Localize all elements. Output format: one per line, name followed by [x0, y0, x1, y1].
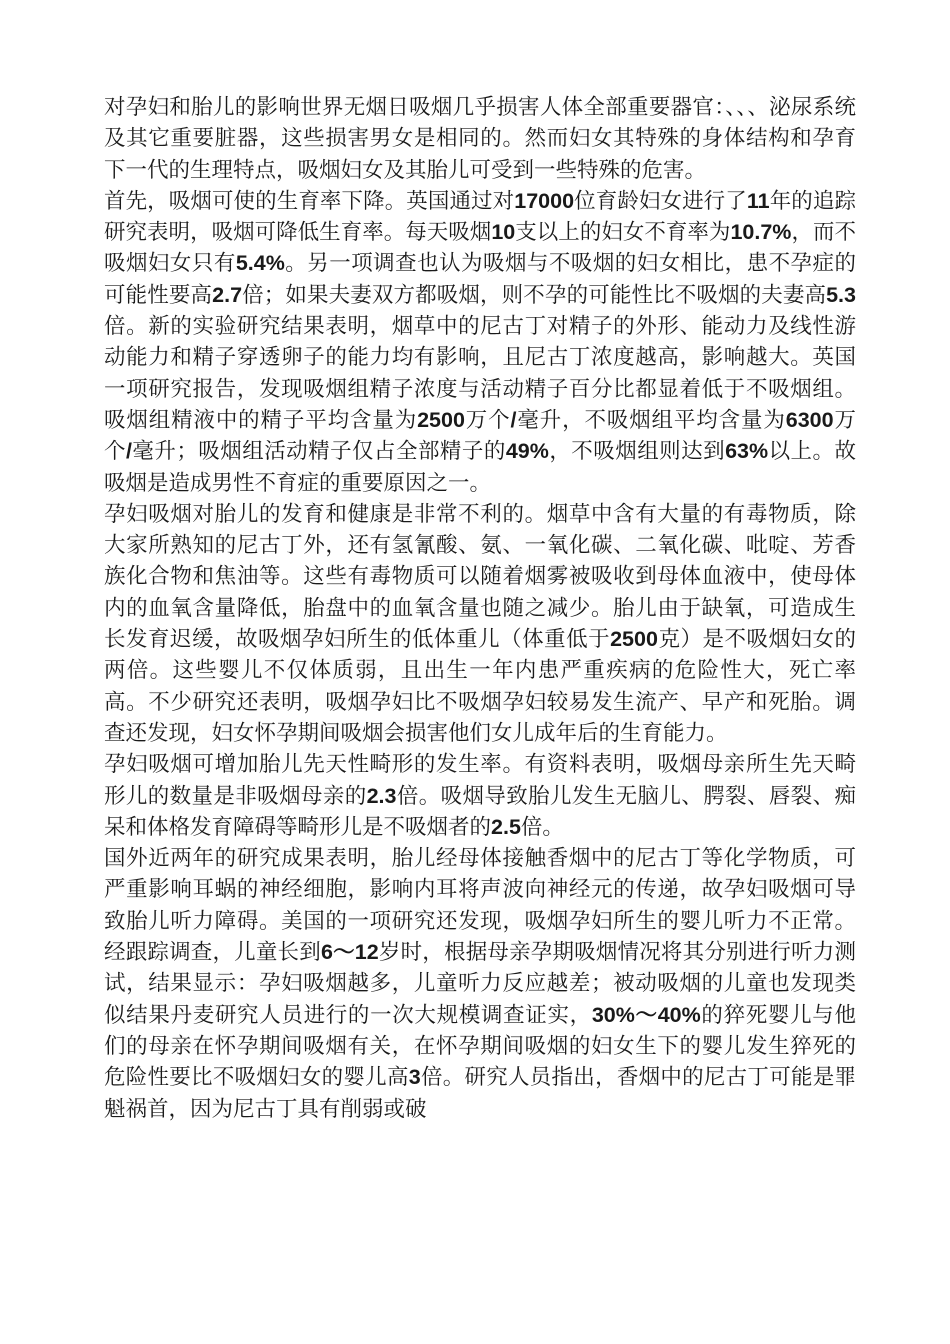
bold-number: 5.3: [826, 282, 856, 307]
document-body: [104, 92, 856, 1125]
text-run: 毫升，不吸烟组平均含量为: [516, 407, 786, 433]
bold-number: 11: [746, 188, 770, 213]
text-run: 孕妇吸烟可增加胎儿先天性畸形的发生率。有资料表明，吸烟母亲所生先天畸形儿的数量是非吸烟母亲的: [104, 752, 856, 809]
bold-number: 63%: [725, 439, 769, 464]
text-run: 以上。故吸烟是造成男性不育症的重要原因之一。: [104, 439, 856, 496]
text-run: 孕妇吸烟对胎儿的发育和健康是非常不利的。烟草中含有大量的有毒物质，除大家所熟知的尼古丁外，还有氢氰酸、氨、一氧化碳、二氧化碳、吡啶、芳香族化合物和焦油等。这些有毒物质可以随着烟雾被吸收到母体血液中，使母体内的血氧含量降低，胎盘中的血氧含量也随之减少。胎儿由于缺氧，可造成生长发育迟缓，故吸烟孕妇所生的低体重儿（体重低于: [104, 501, 856, 653]
paragraph-2: [104, 186, 856, 499]
text-run: 。另一项调查也认为吸烟与不吸烟的妇女相比，患不孕症的可能性要高: [104, 251, 856, 308]
text-run: 的猝死婴儿与他们的母亲在怀孕期间吸烟有关，在怀孕期间吸烟的妇女生下的婴儿发生猝死的危险性要比不吸烟妇女的婴儿高: [104, 1002, 856, 1091]
bold-number: 10: [491, 220, 516, 245]
text-run: 倍。研究人员指出，香烟中的尼古丁可能是罪魁祸首，因为尼古丁具有削弱或破: [104, 1065, 856, 1122]
bold-number: 30%〜40%: [591, 1002, 701, 1027]
text-run: 位育龄妇女进行了: [574, 188, 747, 214]
paragraph-4: [104, 749, 856, 843]
paragraph-1: [104, 92, 856, 186]
text-run: 万个: [104, 407, 856, 465]
text-run: 国外近两年的研究成果表明，胎儿经母体接触香烟中的尼古丁等化学物质，可严重影响耳蜗的神经细胞，影响内耳将声波向神经元的传递，故孕妇吸烟可导致胎儿听力障碍。美国的一项研究还发现，吸烟孕妇所生的婴儿听力不正常。经跟踪调查，儿童长到: [104, 846, 856, 966]
text-run: 岁时，根据母亲孕期吸烟情况将其分别进行听力测试，结果显示：孕妇吸烟越多，儿童听力反应越差；被动吸烟的儿童也发现类似结果丹麦研究人员进行的一次大规模调查证实，: [104, 940, 856, 1028]
bold-number: 6〜12: [320, 940, 379, 965]
text-run: ，不吸烟组则达到: [548, 439, 726, 465]
text-run: 年的追踪研究表明，吸烟可降低生育率。每天吸烟: [104, 188, 856, 246]
text-run: 倍。新的实验研究结果表明，烟草中的尼古丁对精子的外形、能动力及线性游动能力和精子穿透卵子的能力均有影响，且尼古丁浓度越高，影响越大。英国一项研究报告，发现吸烟组精子浓度与活动精子百分比都显着低于不吸烟组。吸烟组精液中的精子平均含量为: [104, 314, 856, 433]
paragraph-5: [104, 843, 856, 1125]
text-run: 克）是不吸烟妇女的两倍。这些婴儿不仅体质弱，且出生一年内患严重疾病的危险性大，死亡率高。不少研究还表明，吸烟孕妇比不吸烟孕妇较易发生流产、早产和死胎。调查还发现，妇女怀孕期间吸烟会损害他们女儿成年后的生育能力。: [104, 627, 856, 746]
bold-number: 2.3: [366, 783, 397, 808]
bold-number: 2500: [610, 627, 658, 652]
text-run: 倍；如果夫妻双方都吸烟，则不孕的可能性比不吸烟的夫妻高: [242, 282, 827, 308]
bold-number: 6300: [785, 407, 834, 432]
text-run: 万个: [464, 407, 511, 433]
bold-number: 17000: [514, 188, 575, 213]
text-run: 毫升；吸烟组活动精子仅占全部精子的: [131, 439, 506, 465]
bold-number: 2500: [417, 407, 465, 432]
text-run: 首先，吸烟可使的生育率下降。英国通过对: [104, 188, 515, 214]
bold-number: 3: [408, 1065, 421, 1090]
text-run: 倍。吸烟导致胎儿发生无脑儿、腭裂、唇裂、痴呆和体格发育障碍等畸形儿是不吸烟者的: [104, 783, 856, 840]
bold-number: /: [125, 439, 132, 464]
text-run: 倍。: [520, 814, 564, 840]
bold-number: /: [510, 407, 517, 432]
bold-number: 2.5: [491, 814, 521, 839]
bold-number: 2.7: [212, 282, 243, 307]
paragraph-3: [104, 499, 856, 749]
text-run: 支以上的妇女不育率为: [515, 220, 731, 246]
text-run: ，而不吸烟妇女只有: [104, 220, 856, 277]
text-run: 对孕妇和胎儿的影响世界无烟日吸烟几乎损害人体全部重要器官：、、、泌尿系统及其它重要脏器，这些损害男女是相同的。然而妇女其特殊的身体结构和孕育下一代的生理特点，吸烟妇女及其胎儿可受到一些特殊的危害。: [104, 95, 856, 183]
bold-number: 5.4%: [235, 251, 285, 276]
bold-number: 49%: [505, 439, 549, 464]
bold-number: 10.7%: [730, 220, 792, 245]
